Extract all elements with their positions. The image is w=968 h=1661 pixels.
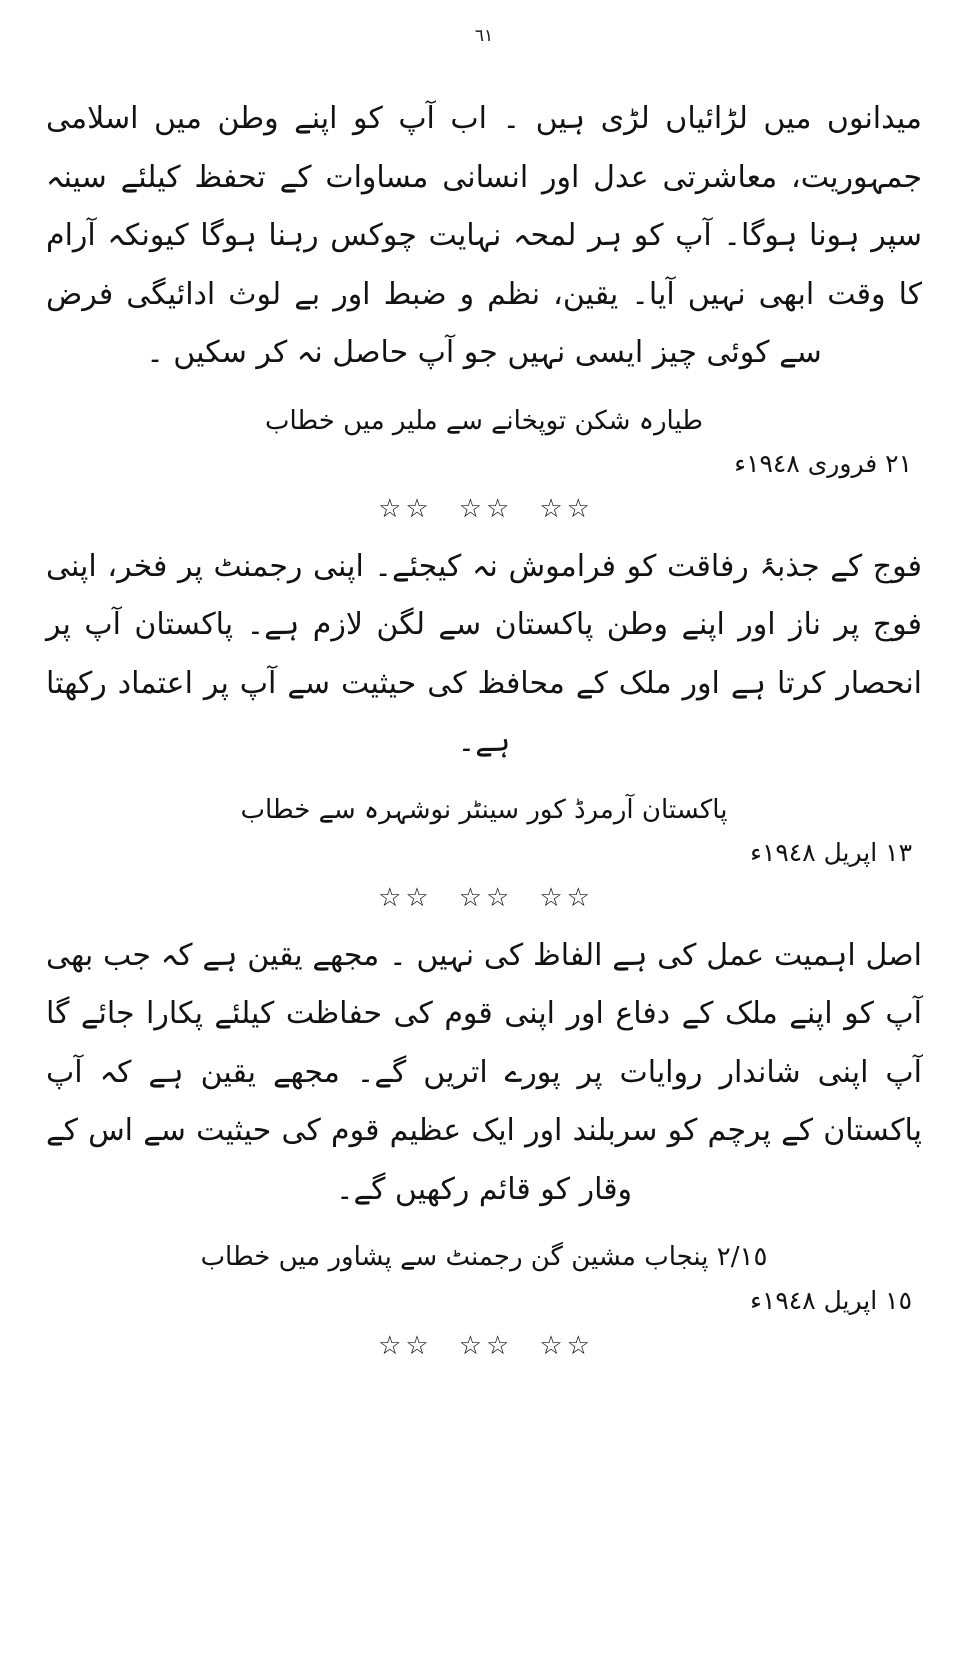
star-icon: ☆: [539, 882, 563, 913]
star-icon: ☆: [458, 1330, 482, 1361]
section-2-attribution-text: پاکستان آرمرڈ کور سینٹر نوشہرہ سے خطاب: [240, 794, 728, 825]
divider-2: [46, 882, 922, 913]
star-icon: ☆: [566, 493, 590, 524]
divider-star-pair: [539, 882, 590, 913]
divider-1: [46, 493, 922, 524]
star-icon: ☆: [539, 1330, 563, 1361]
divider-3: [46, 1330, 922, 1361]
section-3-body: اصل اہمیت عمل کی ہے الفاظ کی نہیں ۔ مجھے یقین ہے کہ جب بھی آپ کو اپنے ملک کے دفاع اور اپنی قوم کی حفاظت کیلئے پکارا جائے گا آپ اپنی شاندار روایات پر پورے اتریں گے۔ مجھے یقین ہے کہ آپ پاکستان کے پرچم کو سربلند اور ایک عظیم قوم کی حیثیت سے اس کے وقار کو قائم رکھیں گے۔: [46, 937, 922, 1207]
divider-star-pair: [458, 1330, 510, 1361]
star-icon: ☆: [486, 1330, 510, 1361]
divider-star-pair: [539, 493, 590, 524]
section-2-body: فوج کے جذبۂ رفاقت کو فراموش نہ کیجئے۔ اپنی رجمنٹ پر فخر، اپنی فوج پر ناز اور اپنے وطن پاکستان سے لگن لازم ہے۔ پاکستان آپ پر انحصار کرتا ہے اور ملک کے محافظ کی حیثیت سے آپ پر اعتماد رکھتا ہے۔: [46, 548, 922, 760]
star-icon: ☆: [566, 1330, 590, 1361]
section-3-date: ١٥ اپریل ١٩٤٨ء: [750, 1285, 912, 1315]
section-1-body: میدانوں میں لڑائیاں لڑی ہیں ۔ اب آپ کو اپنے وطن میں اسلامی جمہوریت، معاشرتی عدل اور انسانی مساوات کے تحفظ کیلئے سینہ سپر ہونا ہوگا۔ آپ کو ہر لمحہ نہایت چوکس رہنا ہوگا کیونکہ آرام کا وقت ابھی نہیں آیا۔ یقین، نظم و ضبط اور بے لوث ادائیگی فرض سے کوئی چیز ایسی نہیں جو آپ حاصل نہ کر سکیں ۔: [46, 101, 922, 370]
divider-star-pair: [378, 882, 429, 913]
section-2-attribution: [46, 788, 922, 832]
divider-star-pair: [378, 1330, 429, 1361]
section-2-date: ١٣ اپریل ١٩٤٨ء: [750, 837, 912, 867]
section-1-date: ٢١ فروری ١٩٤٨ء: [734, 448, 912, 478]
star-icon: ☆: [566, 882, 590, 913]
star-icon: ☆: [458, 493, 482, 524]
star-icon: ☆: [486, 493, 510, 524]
divider-star-pair: [378, 493, 429, 524]
star-icon: ☆: [486, 882, 510, 913]
star-icon: ☆: [539, 493, 563, 524]
section-2: [46, 538, 922, 867]
divider-star-pair: [458, 882, 510, 913]
section-1-attribution-text: طیارہ شکن توپخانے سے ملیر میں خطاب: [265, 405, 703, 436]
star-icon: ☆: [378, 882, 402, 913]
divider-star-pair: [458, 493, 510, 524]
section-3-attribution-text: ٢/١٥ پنجاب مشین گن رجمنٹ سے پشاور میں خطاب: [200, 1242, 768, 1273]
page-number: ٦١: [474, 26, 494, 46]
star-icon: ☆: [458, 882, 482, 913]
star-icon: ☆: [378, 493, 402, 524]
star-icon: ☆: [405, 493, 429, 524]
star-icon: ☆: [405, 882, 429, 913]
section-1-attribution: [46, 399, 922, 443]
star-icon: ☆: [378, 1330, 402, 1361]
section-3: [46, 927, 922, 1315]
section-3-attribution: [46, 1235, 922, 1279]
star-icon: ☆: [405, 1330, 429, 1361]
divider-star-pair: [539, 1330, 590, 1361]
section-1: [46, 90, 922, 478]
